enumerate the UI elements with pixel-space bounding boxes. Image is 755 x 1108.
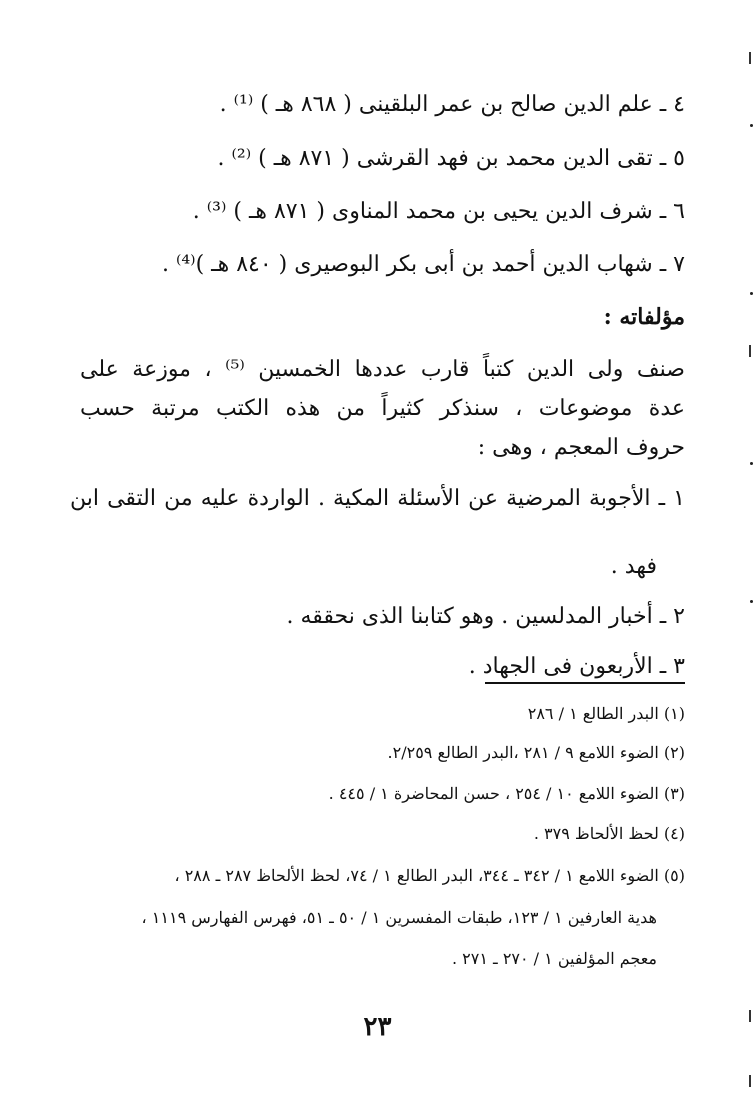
work-item-2: ٢ ـ أخبار المدلسين . وهو كتابنا الذى نحققه . (286, 604, 685, 629)
footnote-2: (٢) الضوء اللامع ٩ / ٢٨١ ،البدر الطالع ٢/٢٥٩. (387, 743, 685, 762)
scan-edge-dot (750, 600, 753, 603)
scan-edge-mark (749, 1010, 751, 1022)
intro-line-1: صنف ولى الدين كتباً قارب عددها الخمسين ⁽⁵⁾ ، موزعة على (80, 357, 685, 382)
footnote-5-line-3: معجم المؤلفين ١ / ٢٧٠ ـ ٢٧١ . (452, 949, 657, 968)
footnote-divider (485, 682, 685, 684)
work-item-3: ٣ ـ الأربعون فى الجهاد . (468, 654, 685, 679)
section-heading: مؤلفاته : (603, 304, 685, 330)
work-item-1: ١ ـ الأجوبة المرضية عن الأسئلة المكية . الواردة عليه من التقى ابن (70, 486, 685, 511)
footnote-4: (٤) لحظ الألحاظ ٣٧٩ . (533, 824, 685, 843)
intro-line-3: حروف المعجم ، وهى : (477, 435, 685, 460)
footnote-5-line-1: (٥) الضوء اللامع ١ / ٣٤٢ ـ ٣٤٤، البدر الطالع ١ / ٧٤، لحظ الألحاظ ٢٨٧ ـ ٢٨٨ ، (174, 866, 685, 885)
scan-edge-dot (750, 292, 753, 295)
work-item-1-cont: فهد . (610, 554, 657, 579)
footnote-3: (٣) الضوء اللامع ١٠ / ٢٥٤ ، حسن المحاضرة ١ / ٤٤٥ . (328, 784, 685, 803)
intro-paragraph (80, 350, 685, 467)
list-item-5: ٥ ـ تقى الدين محمد بن فهد القرشى ( ٨٧١ هـ ) ⁽²⁾ . (217, 146, 685, 171)
scan-edge-mark (749, 52, 751, 64)
page-number: ٢٣ (363, 1012, 392, 1042)
scan-edge-dot (750, 462, 753, 465)
list-item-4: ٤ ـ علم الدين صالح بن عمر البلقينى ( ٨٦٨ هـ ) ⁽¹⁾ . (219, 92, 685, 117)
scan-edge-mark (749, 1075, 751, 1087)
scan-edge-mark (749, 345, 751, 357)
footnote-5-line-2: هدية العارفين ١ / ١٢٣، طبقات المفسرين ١ / ٥٠ ـ ٥١، فهرس الفهارس ١١١٩ ، (141, 908, 657, 927)
scan-edge-dot (750, 124, 753, 127)
list-item-6: ٦ ـ شرف الدين يحيى بن محمد المناوى ( ٨٧١ هـ ) ⁽³⁾ . (192, 199, 685, 224)
footnote-1: (١) البدر الطالع ١ / ٢٨٦ (527, 704, 685, 723)
intro-line-2: عدة موضوعات ، سنذكر كثيراً من هذه الكتب مرتبة حسب (80, 396, 685, 421)
list-item-7: ٧ ـ شهاب الدين أحمد بن أبى بكر البوصيرى ( ٨٤٠ هـ )⁽⁴⁾ . (161, 252, 685, 277)
